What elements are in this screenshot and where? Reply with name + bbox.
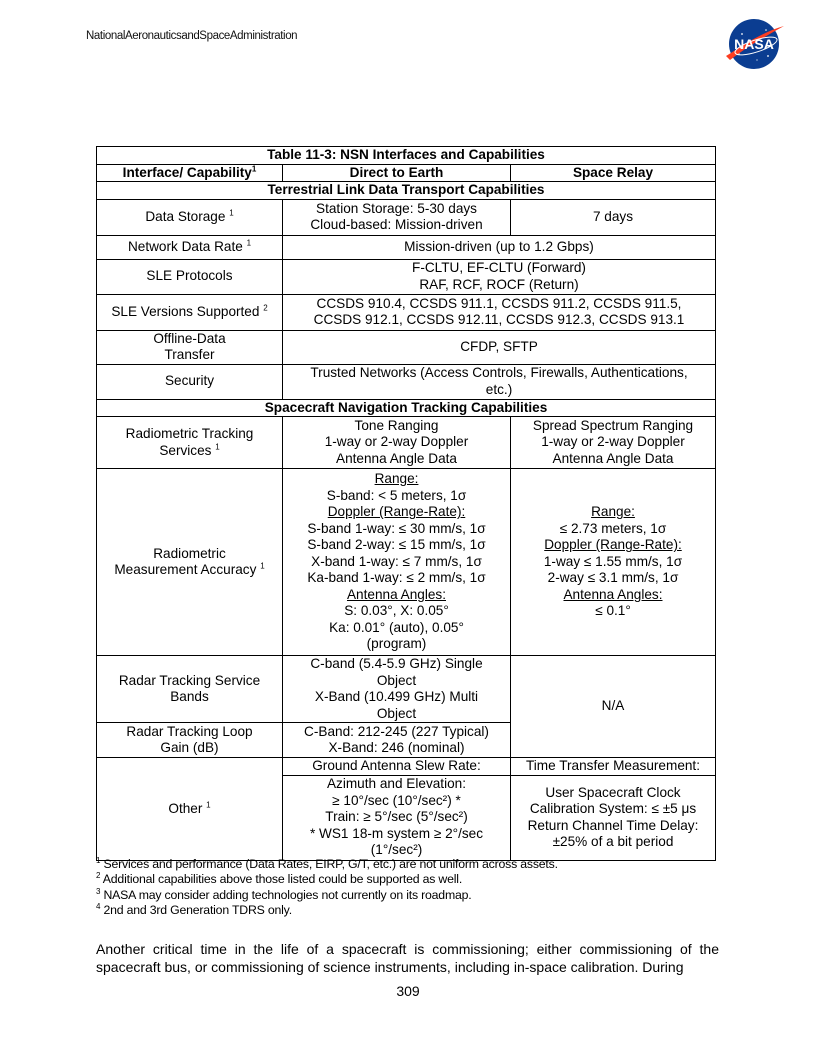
footnote: $^2$ Additional capabilities above those listed could be supported as well.: [96, 871, 463, 887]
col-header-interface: Interface/ Capability$^1$: [97, 164, 283, 182]
section-navigation-tracking: Spacecraft Navigation Tracking Capabilities: [97, 399, 716, 417]
row-label-radiometric-accuracy: Radiometric Measurement Accuracy $^1$: [97, 469, 283, 656]
cell-offline-transfer: CFDP, SFTP: [283, 330, 716, 364]
cell-sle-versions: CCSDS 910.4, CCSDS 911.1, CCSDS 911.2, CCSDS 911.5, CCSDS 912.1, CCSDS 912.11, CCSDS 912.3, CCSDS 913.1: [283, 294, 716, 330]
cell-radiometric-services-relay: Spread Spectrum Ranging 1-way or 2-way Doppler Antenna Angle Data: [511, 417, 716, 469]
table-title: Table 11-3: NSN Interfaces and Capabilities: [97, 147, 716, 165]
section-terrestrial-link: Terrestrial Link Data Transport Capabilities: [97, 182, 716, 200]
cell-other-dte: Azimuth and Elevation: ≥ 10°/sec (10°/sec²) * Train: ≥ 5°/sec (5°/sec²) * WS1 18-m system ≥ 2°/sec (1°/sec²): [283, 775, 511, 860]
nasa-logo-icon: [722, 16, 786, 72]
nsn-interfaces-table: [96, 146, 716, 861]
cell-other-dte-head: Ground Antenna Slew Rate:: [283, 758, 511, 776]
cell-data-storage-dte: Station Storage: 5-30 days Cloud-based: Mission-driven: [283, 199, 511, 235]
cell-radiometric-accuracy-dte: Range: S-band: < 5 meters, 1σ Doppler (Range-Rate): S-band 1-way: ≤ 30 mm/s, 1σ S-band 2-way: ≤ 15 mm/s, 1σ X-band 1-way: ≤ 7 mm/s, 1σ Ka-band 1-way: ≤ 2 mm/s, 1σ Antenna Angles: S: 0.03°, X: 0.05° Ka: 0.01° (auto), 0.05° (program): [283, 469, 511, 656]
header-organization: NationalAeronauticsandSpaceAdministration: [86, 30, 298, 42]
cell-sle-protocols: F-CLTU, EF-CLTU (Forward) RAF, RCF, ROCF (Return): [283, 259, 716, 294]
table-footnotes: [96, 857, 736, 918]
row-label-offline-transfer: Offline-Data Transfer: [97, 330, 283, 364]
cell-security: Trusted Networks (Access Controls, Firewalls, Authentications, etc.): [283, 364, 716, 399]
cell-other-relay-head: Time Transfer Measurement:: [511, 758, 716, 776]
page-number: 309: [396, 983, 420, 999]
nasa-logo-text: NASA: [734, 36, 774, 52]
col-header-direct-to-earth: Direct to Earth: [283, 164, 511, 182]
footnote: $^1$ Services and performance (Data Rates, EIRP, G/T, etc.) are not uniform across assets.: [96, 855, 558, 871]
row-label-radiometric-services: Radiometric Tracking Services $^1$: [97, 417, 283, 469]
cell-radiometric-services-dte: Tone Ranging 1-way or 2-way Doppler Antenna Angle Data: [283, 417, 511, 469]
row-label-security: Security: [97, 364, 283, 399]
row-label-sle-protocols: SLE Protocols: [97, 259, 283, 294]
cell-radar-relay: N/A: [511, 656, 716, 758]
cell-radar-bands-dte: C-band (5.4-5.9 GHz) Single Object X-Band (10.499 GHz) Multi Object: [283, 656, 511, 723]
cell-other-relay: User Spacecraft Clock Calibration System: ≤ ±5 μs Return Channel Time Delay: ±25% of a bit period: [511, 775, 716, 860]
row-label-data-storage: Data Storage $^1$: [97, 199, 283, 235]
row-label-sle-versions: SLE Versions Supported $^2$: [97, 294, 283, 330]
cell-radiometric-accuracy-relay: Range: ≤ 2.73 meters, 1σ Doppler (Range-Rate): 1-way ≤ 1.55 mm/s, 1σ 2-way ≤ 3.1 mm/s, 1σ Antenna Angles: ≤ 0.1°: [511, 469, 716, 656]
cell-radar-gain-dte: C-Band: 212-245 (227 Typical) X-Band: 246 (nominal): [283, 723, 511, 758]
cell-data-storage-relay: 7 days: [511, 199, 716, 235]
body-paragraph: Another critical time in the life of a spacecraft is commissioning; either commissioning of the spacecraft bus, or commissioning of science instruments, including in-space calibration. During: [96, 941, 719, 975]
footnote: $^3$ NASA may consider adding technologies not currently on its roadmap.: [96, 886, 472, 902]
cell-network-data-rate: Mission-driven (up to 1.2 Gbps): [283, 235, 716, 259]
row-label-other: Other $^1$: [97, 758, 283, 861]
col-header-space-relay: Space Relay: [511, 164, 716, 182]
row-label-radar-bands: Radar Tracking Service Bands: [97, 656, 283, 723]
footnote: $^4$ 2nd and 3rd Generation TDRS only.: [96, 901, 292, 917]
row-label-radar-gain: Radar Tracking Loop Gain (dB): [97, 723, 283, 758]
row-label-network-data-rate: Network Data Rate $^1$: [97, 235, 283, 259]
